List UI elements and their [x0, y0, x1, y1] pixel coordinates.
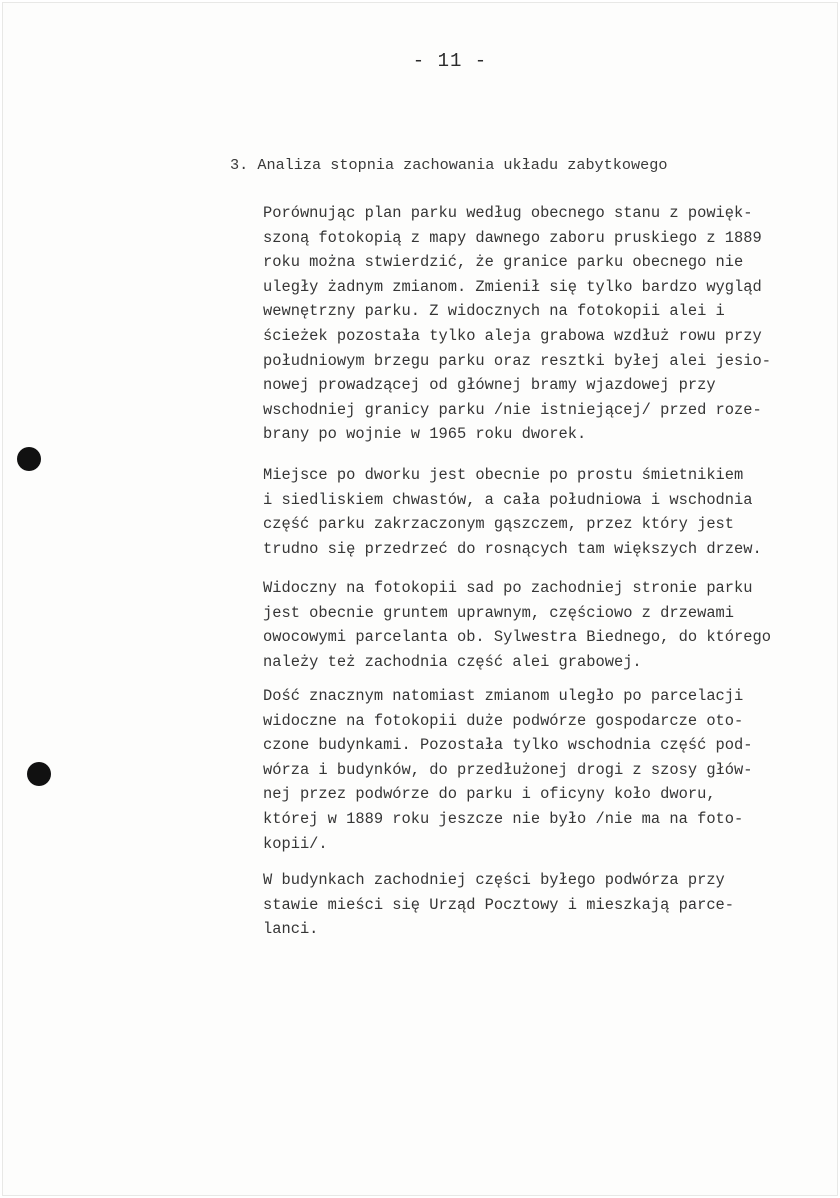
- punch-hole-bottom: [27, 762, 51, 786]
- punch-hole-top: [17, 447, 41, 471]
- paragraph-3: Widoczny na fotokopii sad po zachodniej stronie parku jest obecnie gruntem uprawnym, częściowo z drzewami owocowymi parcelanta ob. Sylwestra Biednego, do którego należy też zachodnia część alei grabowej.: [263, 579, 771, 671]
- paragraph-1: Porównując plan parku według obecnego stanu z powięk- szoną fotokopią z mapy dawnego zaboru pruskiego z 1889 roku można stwierdzić, że granice parku obecnego nie uległy żadnym zmianom. Zmienił się tylko bardzo wygląd wewnętrzny parku. Z widocznych na fotokopii alei i ścieżek pozostała tylko aleja grabowa wzdłuż rowu przy południowym brzegu parku oraz resztki byłej alei jesio- nowej prowadzącej od głównej bramy wjazdowej przy wschodniej granicy parku /nie istniejącej/ przed roze- brany po wojnie w 1965 roku dworek.: [263, 204, 771, 444]
- paragraph-5: W budynkach zachodniej części byłego podwórza przy stawie mieści się Urząd Pocztowy i mieszkają parce- lanci.: [263, 871, 735, 939]
- paragraph-4: Dość znacznym natomiast zmianom uległo po parcelacji widoczne na fotokopii duże podwórze gospodarcze oto- czone budynkami. Pozostała tylko wschodnia część pod- wórza i budynków, do przedłużonej drogi z szosy głów- nej przez podwórze do parku i oficyny koło dworu, której w 1889 roku jeszcze nie było /nie ma na foto- kopii/.: [263, 687, 753, 853]
- paragraph-2: Miejsce po dworku jest obecnie po prostu śmietnikiem i siedliskiem chwastów, a cała południowa i wschodnia część parku zakrzaczonym gąszczem, przez który jest trudno się przedrzeć do rosnących tam większych drzew.: [263, 466, 762, 558]
- page-number: - 11 -: [412, 50, 488, 72]
- section-heading: 3. Analiza stopnia zachowania układu zabytkowego: [230, 156, 668, 174]
